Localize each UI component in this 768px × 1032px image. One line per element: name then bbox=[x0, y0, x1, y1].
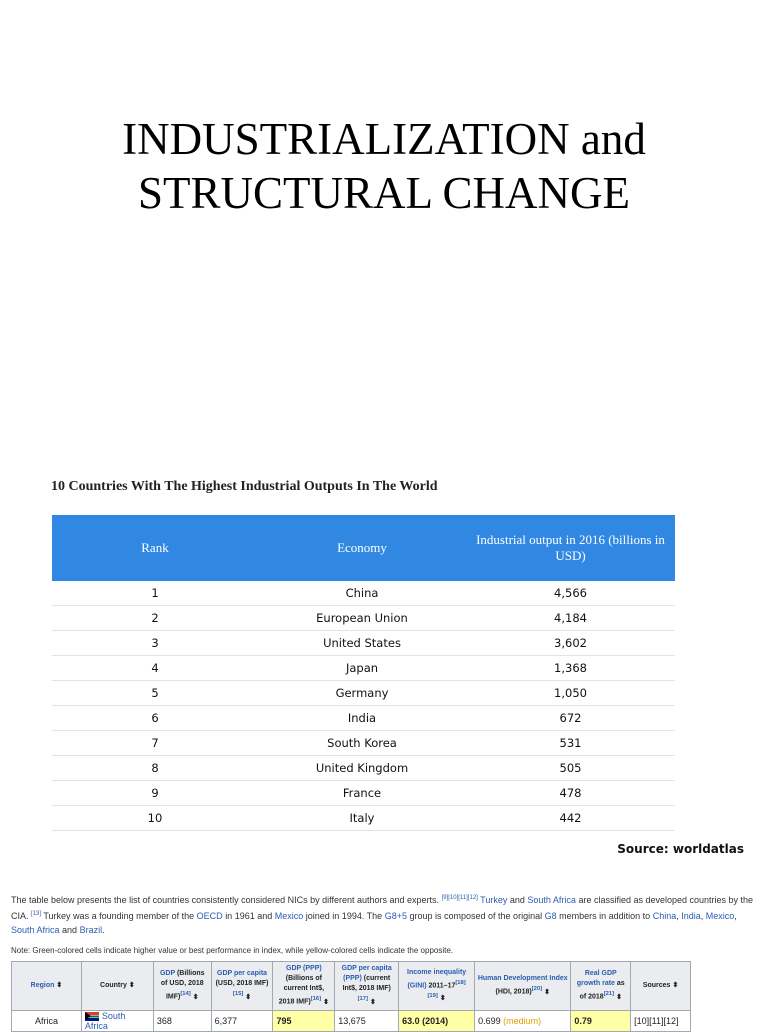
cell-gdp-ppp: 795 bbox=[273, 1011, 335, 1032]
cell-economy: Italy bbox=[349, 811, 375, 825]
cell-output: 4,184 bbox=[554, 611, 587, 625]
cell-rank: 9 bbox=[151, 786, 159, 800]
wiki-excerpt bbox=[11, 891, 756, 958]
nic-header-region[interactable] bbox=[12, 962, 82, 1011]
table-row bbox=[52, 581, 675, 606]
cell-country bbox=[81, 1011, 153, 1032]
cell-rank: 5 bbox=[151, 686, 159, 700]
header-ref[interactable]: [14] bbox=[180, 991, 191, 998]
cell-economy: European Union bbox=[316, 611, 408, 625]
header-label: (HDI, 2018) bbox=[495, 988, 532, 996]
cell-output: 505 bbox=[559, 761, 582, 775]
cell-gdp-per-capita-ppp: 13,675 bbox=[335, 1011, 399, 1032]
header-link[interactable]: GDP per capita bbox=[217, 970, 268, 978]
nic-table bbox=[11, 961, 691, 1032]
header-label: Region bbox=[30, 982, 55, 989]
header-link[interactable]: GDP (PPP) bbox=[286, 965, 322, 973]
hdi-level: (medium) bbox=[503, 1016, 542, 1027]
sort-icon[interactable]: ⬍ bbox=[369, 998, 376, 1006]
header-link[interactable]: Human Development Index bbox=[477, 975, 568, 983]
table-row bbox=[52, 756, 675, 781]
table-body bbox=[52, 581, 675, 831]
wiki-ref[interactable]: [9][10][11][12] bbox=[441, 895, 478, 901]
header-link[interactable]: GDP bbox=[159, 970, 175, 978]
link-oecd[interactable]: OECD bbox=[196, 911, 223, 921]
wiki-text: are classified as developed countries by the CIA. bbox=[11, 895, 754, 921]
cell-rank: 6 bbox=[151, 711, 159, 725]
header-label: (USD, 2018 IMF) bbox=[215, 980, 269, 988]
wiki-text: members in addition to bbox=[559, 911, 651, 921]
cell-sources[interactable]: [10][11][12] bbox=[631, 1011, 691, 1032]
header-label: 2011–17 bbox=[428, 982, 456, 989]
cell-growth-rate: 0.79 bbox=[571, 1011, 631, 1032]
wiki-text: in 1961 and bbox=[225, 911, 273, 921]
cell-hdi bbox=[475, 1011, 571, 1032]
cell-output: 531 bbox=[559, 736, 582, 750]
wiki-text: group is composed of the original bbox=[409, 911, 543, 921]
nic-header-gdp-ppp[interactable] bbox=[273, 962, 335, 1011]
cell-rank: 7 bbox=[151, 736, 159, 750]
table-row bbox=[52, 606, 675, 631]
cell-output: 3,602 bbox=[554, 636, 587, 650]
cell-rank: 2 bbox=[151, 611, 159, 625]
header-ref[interactable]: [18][19] bbox=[427, 979, 466, 999]
header-link[interactable]: GDP per capita (PPP) bbox=[341, 965, 392, 983]
nic-header-sources[interactable] bbox=[631, 962, 691, 1011]
cell-gdp: 368 bbox=[153, 1011, 211, 1032]
cell-output: 4,566 bbox=[554, 586, 587, 600]
nic-header-country[interactable] bbox=[81, 962, 153, 1011]
cell-rank: 8 bbox=[151, 761, 159, 775]
link-brazil[interactable]: Brazil bbox=[79, 925, 103, 935]
link-mexico[interactable]: Mexico bbox=[274, 911, 304, 921]
cell-economy: Japan bbox=[345, 661, 379, 675]
cell-output: 478 bbox=[559, 786, 582, 800]
cell-economy: China bbox=[345, 586, 379, 600]
wiki-ref[interactable]: [13] bbox=[31, 911, 42, 917]
table-header-row bbox=[52, 515, 675, 581]
wiki-text: The table below presents the list of countries consistently considered NICs by different authors and experts. bbox=[11, 895, 440, 905]
header-industrial-output: Industrial output in 2016 (billions in USD) bbox=[476, 532, 665, 563]
hdi-value: 0.699 bbox=[478, 1016, 501, 1027]
header-label: (current Int$, 2018 IMF) bbox=[342, 975, 391, 993]
header-ref[interactable]: [17] bbox=[357, 996, 368, 1003]
industrial-output-table bbox=[52, 515, 675, 831]
sort-icon[interactable]: ⬍ bbox=[128, 982, 135, 989]
table-row bbox=[52, 706, 675, 731]
slide-title-line-2: STRUCTURAL CHANGE bbox=[137, 168, 631, 218]
table-row bbox=[52, 731, 675, 756]
sort-icon[interactable]: ⬍ bbox=[323, 998, 329, 1006]
cell-rank: 4 bbox=[151, 661, 159, 675]
sort-icon[interactable]: ⬍ bbox=[56, 982, 63, 989]
header-rank: Rank bbox=[141, 540, 169, 555]
cell-economy: United Kingdom bbox=[315, 761, 409, 775]
sort-icon[interactable]: ⬍ bbox=[544, 988, 550, 996]
link-mexico[interactable]: Mexico bbox=[705, 911, 735, 921]
nic-header-gdp[interactable] bbox=[153, 962, 211, 1011]
cell-rank: 10 bbox=[147, 811, 163, 825]
link-india[interactable]: India bbox=[681, 911, 701, 921]
header-ref[interactable]: [16] bbox=[310, 996, 322, 1003]
cell-output: 1,368 bbox=[554, 661, 587, 675]
cell-output: 672 bbox=[559, 711, 582, 725]
header-label: (Billions of current Int$, 2018 IMF) bbox=[278, 975, 325, 1006]
header-ref[interactable]: [21] bbox=[603, 991, 615, 998]
source-note: Source: worldatlas bbox=[617, 842, 744, 856]
nic-header-growth-rate[interactable] bbox=[571, 962, 631, 1011]
link-turkey[interactable]: Turkey bbox=[480, 895, 508, 905]
header-label: as of 2018 bbox=[579, 980, 625, 1001]
cell-rank: 1 bbox=[151, 586, 159, 600]
table-row bbox=[52, 781, 675, 806]
wiki-text: and bbox=[62, 925, 78, 935]
link-g8[interactable]: G8 bbox=[544, 911, 557, 921]
header-link[interactable]: Income inequality (GINI) bbox=[407, 968, 467, 989]
nic-header-gdp-per-capita-ppp[interactable] bbox=[335, 962, 399, 1011]
wiki-text: and bbox=[509, 895, 525, 905]
cell-economy: India bbox=[347, 711, 377, 725]
header-link[interactable]: Real GDP growth rate bbox=[576, 970, 617, 988]
wiki-text: joined in 1994. The bbox=[305, 911, 383, 921]
sort-icon[interactable]: ⬍ bbox=[192, 993, 199, 1001]
table-row bbox=[52, 806, 675, 831]
sort-icon[interactable]: ⬍ bbox=[439, 995, 446, 1003]
cell-economy: United States bbox=[323, 636, 401, 650]
nic-header-row bbox=[12, 962, 691, 1011]
cell-output: 442 bbox=[559, 811, 582, 825]
link-china[interactable]: China bbox=[652, 911, 677, 921]
link-country[interactable]: South Africa bbox=[84, 1011, 126, 1032]
nic-header-income-inequality[interactable] bbox=[399, 962, 475, 1011]
cell-income-inequality: 63.0 (2014) bbox=[399, 1011, 475, 1032]
table-heading: 10 Countries With The Highest Industrial Outputs In The World bbox=[51, 479, 438, 494]
table-row bbox=[52, 656, 675, 681]
cell-economy: Germany bbox=[335, 686, 389, 700]
slide-title-line-1: INDUSTRIALIZATION and bbox=[122, 114, 646, 164]
cell-region: Africa bbox=[12, 1011, 82, 1032]
cell-gdp-per-capita: 6,377 bbox=[211, 1011, 273, 1032]
header-ref[interactable]: [15] bbox=[232, 991, 244, 998]
header-label: Country bbox=[100, 982, 127, 989]
cell-economy: South Korea bbox=[327, 736, 397, 750]
south-africa-flag-icon bbox=[85, 1012, 99, 1021]
table-row bbox=[12, 1011, 691, 1032]
nic-header-gdp-per-capita[interactable] bbox=[211, 962, 273, 1011]
nic-header-hdi[interactable] bbox=[475, 962, 571, 1011]
link-south-africa[interactable]: South Africa bbox=[527, 895, 576, 905]
wiki-paragraph: The table below presents the list of countries consistently considered NICs by different authors and experts. [9][10][11][12] Turkey and South Africa are classified as developed countries by the CIA. [13] Turkey was a founding member of the OECD in 1961 and Mexico joined in 1994. The G8+5 group is composed of the original G8 members in addition to China, India, Mexico, South Africa and Brazil. bbox=[11, 895, 754, 935]
cell-output: 1,050 bbox=[554, 686, 587, 700]
table-row bbox=[52, 681, 675, 706]
slide-title bbox=[0, 112, 768, 220]
wiki-note: Note: Green-colored cells indicate higher value or best performance in index, while yellow-colored cells indicate the opposite. bbox=[11, 946, 454, 955]
link-g8-5[interactable]: G8+5 bbox=[384, 911, 407, 921]
table-row bbox=[52, 631, 675, 656]
wiki-text: Turkey was a founding member of the bbox=[43, 911, 195, 921]
cell-rank: 3 bbox=[151, 636, 159, 650]
sort-icon[interactable]: ⬍ bbox=[672, 982, 679, 989]
header-label: Sources bbox=[642, 982, 671, 989]
header-economy: Economy bbox=[337, 540, 387, 555]
header-ref[interactable]: [20] bbox=[531, 986, 543, 993]
sort-icon[interactable]: ⬍ bbox=[245, 993, 252, 1001]
cell-economy: France bbox=[342, 786, 382, 800]
sort-icon[interactable]: ⬍ bbox=[616, 993, 622, 1001]
header-label: (Billions of USD, 2018 IMF) bbox=[160, 970, 205, 1001]
link-south-africa[interactable]: South Africa bbox=[11, 925, 60, 935]
